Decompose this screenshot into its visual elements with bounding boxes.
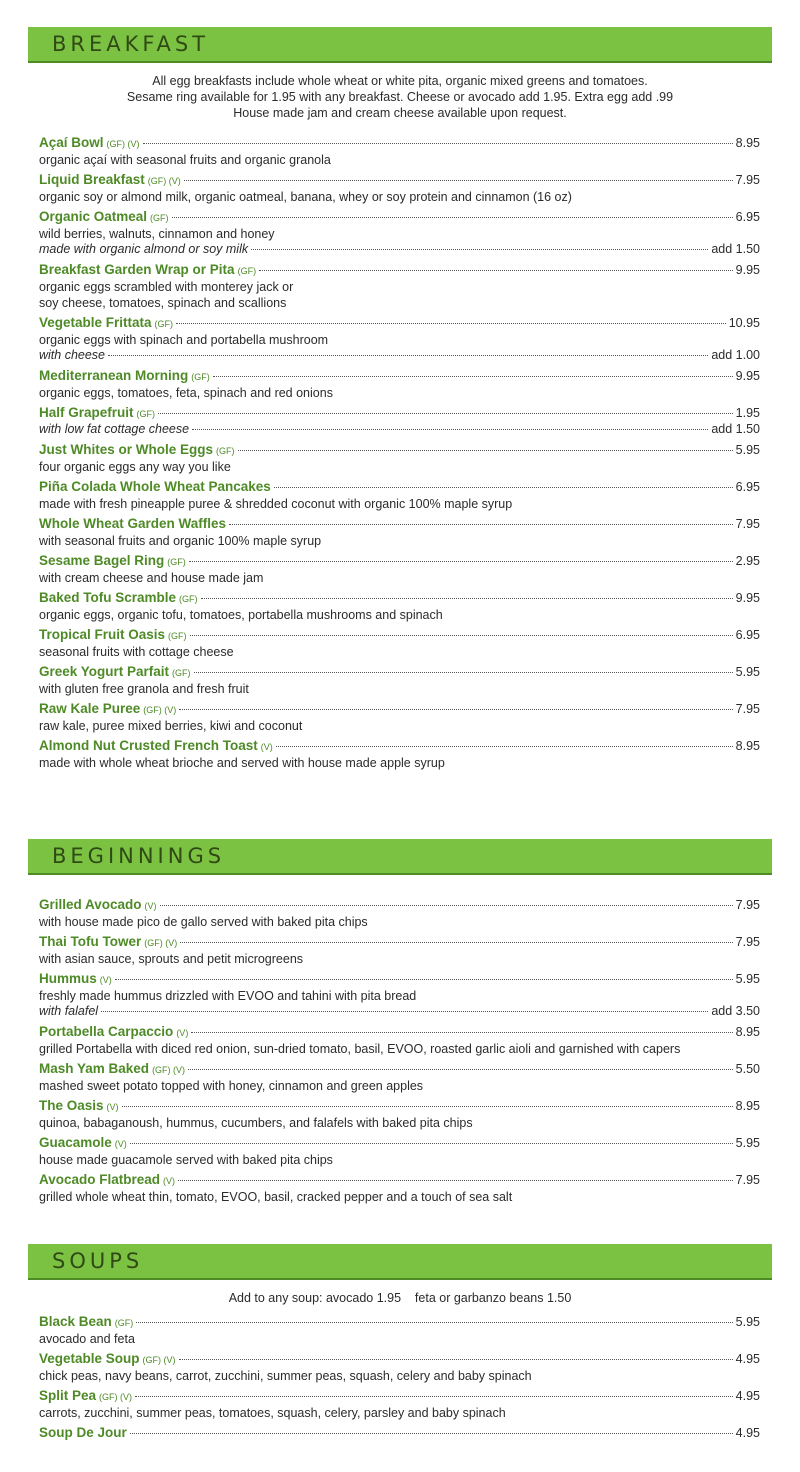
dot-leader bbox=[188, 1069, 733, 1070]
item-name: Tropical Fruit Oasis bbox=[39, 627, 166, 642]
section-beginnings bbox=[0, 839, 800, 1209]
dietary-tags: (V) bbox=[163, 1176, 176, 1186]
item-description: house made guacamole served with baked pita chips bbox=[39, 1153, 333, 1167]
item-line bbox=[39, 368, 760, 385]
item-line bbox=[39, 1388, 760, 1405]
dietary-tags: (GF) bbox=[191, 372, 210, 382]
item-description: with gluten free granola and fresh fruit bbox=[39, 682, 249, 696]
item-addon bbox=[39, 242, 760, 258]
item-name: Liquid Breakfast bbox=[39, 172, 145, 187]
dot-leader bbox=[276, 746, 733, 747]
dot-leader bbox=[135, 1396, 733, 1397]
dot-leader bbox=[238, 450, 733, 451]
item-name: Almond Nut Crusted French Toast bbox=[39, 738, 258, 753]
item-price: 8.95 bbox=[735, 1025, 760, 1039]
addon-label: with cheese bbox=[39, 348, 106, 362]
dietary-tags: (V) bbox=[114, 1139, 127, 1149]
dot-leader bbox=[101, 1011, 708, 1012]
section-breakfast bbox=[0, 27, 800, 775]
item-line bbox=[39, 315, 760, 332]
dietary-tags: (GF) bbox=[172, 668, 191, 678]
item-addon bbox=[39, 1004, 760, 1020]
intro-line: House made jam and cream cheese available upon request. bbox=[233, 106, 567, 120]
addon-label: with low fat cottage cheese bbox=[39, 422, 190, 436]
item-line bbox=[39, 553, 760, 570]
item-name: Mash Yam Baked bbox=[39, 1061, 150, 1076]
dot-leader bbox=[259, 270, 733, 271]
dietary-tags: (V) bbox=[144, 901, 157, 911]
item-price: 7.95 bbox=[735, 935, 760, 949]
section-banner bbox=[28, 27, 772, 63]
item-line bbox=[39, 1314, 760, 1331]
dietary-tags: (GF) bbox=[150, 213, 169, 223]
item-description: wild berries, walnuts, cinnamon and honey bbox=[39, 227, 275, 241]
dot-leader bbox=[191, 1032, 732, 1033]
item-name: Breakfast Garden Wrap or Pita bbox=[39, 262, 235, 277]
item-description: quinoa, babaganoush, hummus, cucumbers, and falafels with baked pita chips bbox=[39, 1116, 473, 1130]
menu-item bbox=[39, 971, 760, 1020]
menu-item bbox=[39, 664, 760, 697]
item-price: 1.95 bbox=[735, 406, 760, 420]
item-price: 6.95 bbox=[735, 480, 760, 494]
menu-item bbox=[39, 1061, 760, 1094]
menu-item bbox=[39, 934, 760, 967]
item-addon bbox=[39, 422, 760, 438]
item-description: with cream cheese and house made jam bbox=[39, 571, 264, 585]
intro-line: All egg breakfasts include whole wheat or white pita, organic mixed greens and tomatoes. bbox=[152, 74, 648, 88]
dietary-tags: (GF) bbox=[136, 409, 156, 419]
item-line bbox=[39, 934, 760, 951]
intro-line: Add to any soup: avocado 1.95 feta or garbanzo beans 1.50 bbox=[228, 1291, 572, 1305]
item-name: Thai Tofu Tower bbox=[39, 934, 142, 949]
section-banner bbox=[28, 839, 772, 875]
item-line bbox=[39, 1172, 760, 1189]
item-line bbox=[39, 442, 760, 459]
item-description: four organic eggs any way you like bbox=[39, 460, 231, 474]
menu-items bbox=[39, 135, 760, 771]
dietary-tags: (GF) (V) bbox=[147, 176, 181, 186]
addon-label: made with organic almond or soy milk bbox=[39, 242, 249, 256]
item-name: Grilled Avocado bbox=[39, 897, 142, 912]
dietary-tags: (GF) bbox=[167, 557, 186, 567]
section-title: BEGINNINGS bbox=[52, 844, 226, 868]
dietary-tags: (GF) (V) bbox=[106, 139, 140, 149]
item-line bbox=[39, 1351, 760, 1368]
dot-leader bbox=[274, 487, 733, 488]
item-description: organic soy or almond milk, organic oatmeal, banana, whey or soy protein and cinnamon (16 oz) bbox=[39, 190, 572, 204]
menu-item bbox=[39, 405, 760, 438]
item-name: Organic Oatmeal bbox=[39, 209, 148, 224]
item-name: Mediterranean Morning bbox=[39, 368, 189, 383]
menu-item bbox=[39, 1314, 760, 1347]
item-line bbox=[39, 405, 760, 422]
menu-items bbox=[39, 1314, 760, 1442]
item-price: 4.95 bbox=[735, 1389, 760, 1403]
dot-leader bbox=[192, 429, 708, 430]
menu-item bbox=[39, 368, 760, 401]
dot-leader bbox=[122, 1106, 733, 1107]
item-price: 4.95 bbox=[735, 1352, 760, 1366]
section-soups bbox=[0, 1244, 800, 1446]
addon-price: add 1.50 bbox=[711, 422, 760, 436]
item-price: 7.95 bbox=[735, 1173, 760, 1187]
item-name: Just Whites or Whole Eggs bbox=[39, 442, 214, 457]
section-title: BREAKFAST bbox=[52, 32, 210, 56]
item-description: avocado and feta bbox=[39, 1332, 135, 1346]
item-name: Soup De Jour bbox=[39, 1425, 127, 1440]
menu-item bbox=[39, 135, 760, 168]
item-name: Guacamole bbox=[39, 1135, 112, 1150]
item-price: 8.95 bbox=[735, 1099, 760, 1113]
addon-price: add 1.50 bbox=[711, 242, 760, 256]
item-line bbox=[39, 516, 760, 533]
section-intro bbox=[40, 1290, 760, 1306]
item-description: organic açaí with seasonal fruits and organic granola bbox=[39, 153, 331, 167]
item-description: chick peas, navy beans, carrot, zucchini, summer peas, squash, celery and baby spinach bbox=[39, 1369, 532, 1383]
item-line bbox=[39, 1061, 760, 1078]
addon-price: add 3.50 bbox=[711, 1004, 760, 1018]
item-line bbox=[39, 1135, 760, 1152]
menu-item bbox=[39, 442, 760, 475]
section-banner bbox=[28, 1244, 772, 1280]
item-line bbox=[39, 1425, 760, 1442]
item-name: Piña Colada Whole Wheat Pancakes bbox=[39, 479, 271, 494]
item-description: organic eggs with spinach and portabella mushroom bbox=[39, 333, 329, 347]
item-name: Sesame Bagel Ring bbox=[39, 553, 165, 568]
item-description: organic eggs scrambled with monterey jack or bbox=[39, 280, 294, 294]
item-price: 8.95 bbox=[735, 739, 760, 753]
item-line bbox=[39, 897, 760, 914]
menu-item bbox=[39, 897, 760, 930]
item-price: 7.95 bbox=[735, 702, 760, 716]
dietary-tags: (GF) (V) bbox=[143, 705, 177, 715]
item-description: raw kale, puree mixed berries, kiwi and coconut bbox=[39, 719, 303, 733]
dietary-tags: (GF) bbox=[154, 319, 174, 329]
dot-leader bbox=[136, 1322, 732, 1323]
item-description: freshly made hummus drizzled with EVOO and tahini with pita bread bbox=[39, 989, 417, 1003]
item-description: with seasonal fruits and organic 100% maple syrup bbox=[39, 534, 322, 548]
item-name: Greek Yogurt Parfait bbox=[39, 664, 170, 679]
item-description: with house made pico de gallo served with baked pita chips bbox=[39, 915, 368, 929]
item-price: 5.95 bbox=[735, 443, 760, 457]
dot-leader bbox=[179, 1359, 733, 1360]
item-name: Black Bean bbox=[39, 1314, 112, 1329]
dot-leader bbox=[115, 979, 733, 980]
item-price: 5.95 bbox=[735, 972, 760, 986]
item-name: Açaí Bowl bbox=[39, 135, 104, 150]
dot-leader bbox=[229, 524, 733, 525]
item-name: Split Pea bbox=[39, 1388, 97, 1403]
item-addon bbox=[39, 348, 760, 364]
item-line bbox=[39, 738, 760, 755]
menu-item bbox=[39, 738, 760, 771]
item-price: 7.95 bbox=[735, 173, 760, 187]
dietary-tags: (GF) bbox=[216, 446, 235, 456]
item-line bbox=[39, 1024, 760, 1041]
menu-item bbox=[39, 1135, 760, 1168]
addon-price: add 1.00 bbox=[711, 348, 760, 362]
dot-leader bbox=[130, 1433, 733, 1434]
dietary-tags: (GF) bbox=[168, 631, 187, 641]
menu-item bbox=[39, 1351, 760, 1384]
item-line bbox=[39, 135, 760, 152]
item-price: 6.95 bbox=[735, 628, 760, 642]
item-name: The Oasis bbox=[39, 1098, 104, 1113]
menu-item bbox=[39, 1024, 760, 1057]
item-price: 10.95 bbox=[728, 316, 760, 330]
item-description: made with whole wheat brioche and served with house made apple syrup bbox=[39, 756, 445, 770]
item-name: Hummus bbox=[39, 971, 97, 986]
dietary-tags: (GF) bbox=[179, 594, 198, 604]
dot-leader bbox=[194, 672, 733, 673]
dietary-tags: (V) bbox=[176, 1028, 189, 1038]
menu-item bbox=[39, 590, 760, 623]
item-price: 8.95 bbox=[735, 136, 760, 150]
item-name: Vegetable Soup bbox=[39, 1351, 140, 1366]
menu-item bbox=[39, 1172, 760, 1205]
dietary-tags: (GF) (V) bbox=[152, 1065, 186, 1075]
dot-leader bbox=[158, 413, 733, 414]
item-price: 9.95 bbox=[735, 369, 760, 383]
dietary-tags: (GF) (V) bbox=[142, 1355, 176, 1365]
menu-item bbox=[39, 553, 760, 586]
item-description: soy cheese, tomatoes, spinach and scallions bbox=[39, 296, 287, 310]
item-line bbox=[39, 479, 760, 496]
dot-leader bbox=[189, 561, 733, 562]
item-price: 7.95 bbox=[735, 898, 760, 912]
item-line bbox=[39, 209, 760, 226]
menu-item bbox=[39, 1098, 760, 1131]
dot-leader bbox=[108, 355, 708, 356]
menu-item bbox=[39, 172, 760, 205]
item-description: organic eggs, tomatoes, feta, spinach and red onions bbox=[39, 386, 333, 400]
dot-leader bbox=[184, 180, 733, 181]
dietary-tags: (V) bbox=[260, 742, 273, 752]
item-line bbox=[39, 262, 760, 279]
item-line bbox=[39, 971, 760, 988]
dietary-tags: (GF) (V) bbox=[99, 1392, 133, 1402]
item-name: Portabella Carpaccio bbox=[39, 1024, 174, 1039]
item-price: 2.95 bbox=[735, 554, 760, 568]
dot-leader bbox=[213, 376, 733, 377]
intro-line: Sesame ring available for 1.95 with any breakfast. Cheese or avocado add 1.95. Extra egg add .99 bbox=[126, 90, 674, 104]
item-line bbox=[39, 701, 760, 718]
dietary-tags: (V) bbox=[106, 1102, 119, 1112]
item-price: 6.95 bbox=[735, 210, 760, 224]
item-description: with asian sauce, sprouts and petit microgreens bbox=[39, 952, 304, 966]
dietary-tags: (V) bbox=[99, 975, 112, 985]
item-description: seasonal fruits with cottage cheese bbox=[39, 645, 234, 659]
item-price: 9.95 bbox=[735, 591, 760, 605]
menu-item bbox=[39, 262, 760, 311]
item-line bbox=[39, 172, 760, 189]
dot-leader bbox=[143, 143, 733, 144]
item-description: mashed sweet potato topped with honey, cinnamon and green apples bbox=[39, 1079, 424, 1093]
dot-leader bbox=[180, 942, 732, 943]
item-description: grilled whole wheat thin, tomato, EVOO, basil, cracked pepper and a touch of sea salt bbox=[39, 1190, 513, 1204]
menu-item bbox=[39, 1425, 760, 1442]
menu-item bbox=[39, 1388, 760, 1421]
item-name: Whole Wheat Garden Waffles bbox=[39, 516, 227, 531]
dietary-tags: (GF) bbox=[237, 266, 257, 276]
dot-leader bbox=[172, 217, 733, 218]
item-name: Vegetable Frittata bbox=[39, 315, 152, 330]
item-description: made with fresh pineapple puree & shredded coconut with organic 100% maple syrup bbox=[39, 497, 513, 511]
menu-item bbox=[39, 627, 760, 660]
section-intro bbox=[40, 73, 760, 121]
dot-leader bbox=[176, 323, 726, 324]
dot-leader bbox=[179, 709, 732, 710]
item-line bbox=[39, 664, 760, 681]
item-price: 9.95 bbox=[735, 263, 760, 277]
addon-label: with falafel bbox=[39, 1004, 99, 1018]
menu-item bbox=[39, 209, 760, 258]
item-name: Baked Tofu Scramble bbox=[39, 590, 177, 605]
menu-item bbox=[39, 315, 760, 364]
item-name: Avocado Flatbread bbox=[39, 1172, 161, 1187]
item-price: 4.95 bbox=[735, 1426, 760, 1440]
menu-items bbox=[39, 897, 760, 1205]
dietary-tags: (GF) (V) bbox=[144, 938, 178, 948]
item-line bbox=[39, 590, 760, 607]
item-price: 5.50 bbox=[735, 1062, 760, 1076]
item-price: 5.95 bbox=[735, 1315, 760, 1329]
item-line bbox=[39, 627, 760, 644]
item-price: 5.95 bbox=[735, 665, 760, 679]
item-line bbox=[39, 1098, 760, 1115]
menu-item bbox=[39, 701, 760, 734]
dietary-tags: (GF) bbox=[114, 1318, 134, 1328]
menu-item bbox=[39, 479, 760, 512]
dot-leader bbox=[178, 1180, 733, 1181]
item-price: 7.95 bbox=[735, 517, 760, 531]
item-name: Raw Kale Puree bbox=[39, 701, 141, 716]
item-name: Half Grapefruit bbox=[39, 405, 134, 420]
dot-leader bbox=[190, 635, 733, 636]
section-title: SOUPS bbox=[52, 1249, 144, 1273]
dot-leader bbox=[160, 905, 733, 906]
dot-leader bbox=[130, 1143, 733, 1144]
dot-leader bbox=[201, 598, 733, 599]
dot-leader bbox=[251, 249, 708, 250]
item-description: organic eggs, organic tofu, tomatoes, portabella mushrooms and spinach bbox=[39, 608, 443, 622]
menu-item bbox=[39, 516, 760, 549]
item-price: 5.95 bbox=[735, 1136, 760, 1150]
item-description: carrots, zucchini, summer peas, tomatoes, squash, celery, parsley and baby spinach bbox=[39, 1406, 506, 1420]
item-description: grilled Portabella with diced red onion, sun-dried tomato, basil, EVOO, roasted garlic aioli and garnished with capers bbox=[39, 1042, 681, 1056]
